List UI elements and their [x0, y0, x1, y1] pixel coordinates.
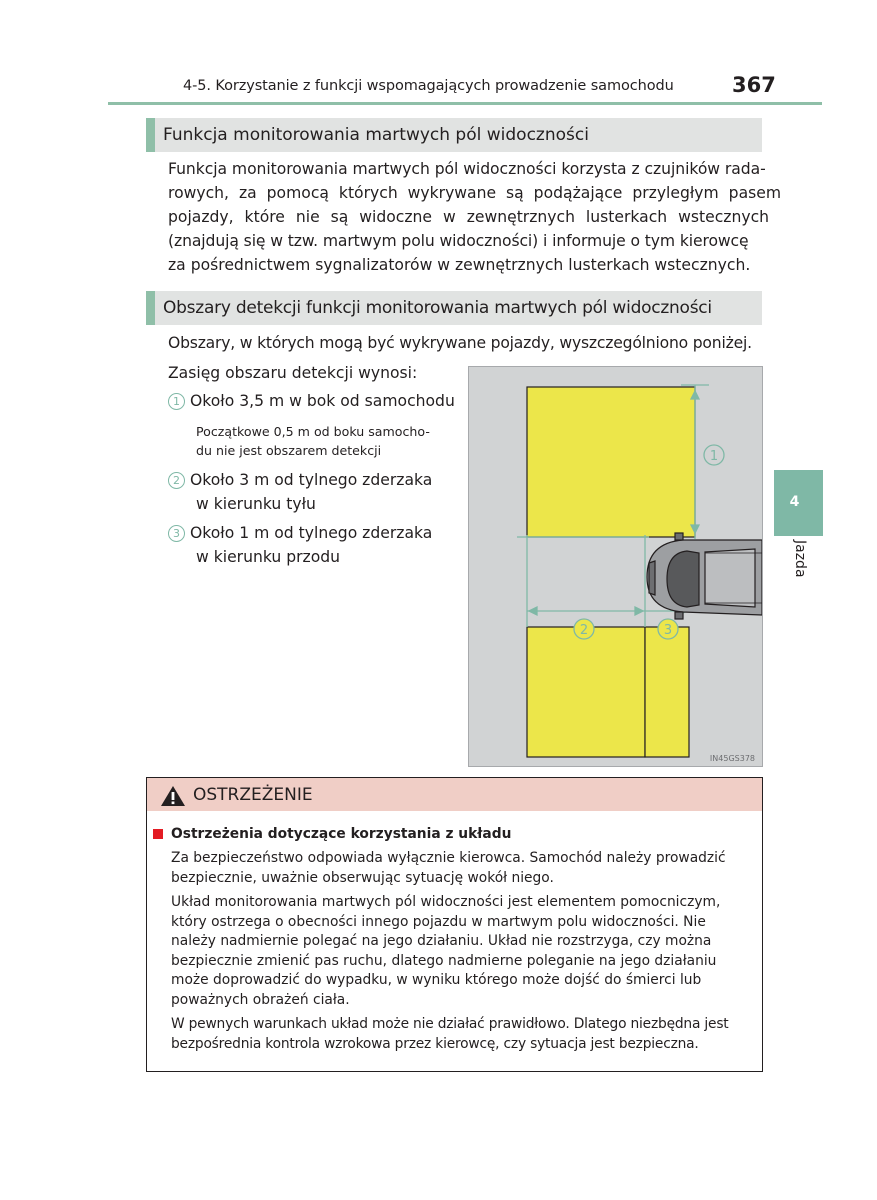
item-note: [196, 422, 430, 460]
heading-accent-bar: [146, 118, 155, 152]
paragraph-line: (znajdują się w tzw. martwym polu widoczności) i informuje o tym kierowcę: [168, 232, 749, 250]
section-paragraph: [168, 157, 782, 277]
warning-paragraph: [171, 893, 746, 1011]
callout-label: 1: [709, 449, 719, 464]
warning-line: który ostrzega o obecności innego pojazdu w martwym polu widoczności. Nie: [171, 913, 706, 930]
list-item: [168, 468, 432, 516]
note-line: du nie jest obszarem detekcji: [196, 443, 382, 458]
warning-title: OSTRZEŻENIE: [193, 785, 313, 805]
list-item-text: Około 3 m od tylnego zderzaka: [190, 471, 433, 489]
warning-line: poważnych obrażeń ciała.: [171, 991, 350, 1008]
chapter-number: 4: [789, 494, 800, 510]
list-item-text: w kierunku przodu: [196, 548, 341, 566]
running-header: 4-5. Korzystanie z funkcji wspomagających prowadzenie samochodu: [183, 78, 674, 94]
rear-detection-zone: [527, 627, 645, 757]
list-item-text: Około 1 m od tylnego zderzaka: [190, 524, 433, 542]
note-line: Początkowe 0,5 m od boku samocho-: [196, 424, 430, 439]
figure-code: IN45GS378: [709, 754, 755, 763]
warning-line: Układ monitorowania martwych pól widoczności jest elementem pomocniczym,: [171, 894, 721, 910]
section-heading-bsm: [146, 118, 762, 152]
section-title: Funkcja monitorowania martwych pól widoczności: [163, 125, 589, 145]
warning-line: bezpiecznie zmienić pas ruchu, dlatego nadmierne poleganie na jego działaniu: [171, 952, 717, 969]
callout-label: 2: [579, 623, 589, 638]
paragraph-line: rowych, za pomocą których wykrywane są podążające przyległym pasem: [168, 184, 782, 202]
list-item: [168, 521, 432, 569]
warning-triangle-icon: [160, 785, 186, 807]
callout-number: 3: [168, 525, 185, 542]
arrowhead: [635, 607, 643, 615]
section-heading-detection-areas: [146, 291, 762, 325]
callout-label: 3: [663, 623, 673, 638]
detection-intro: Obszary, w których mogą być wykrywane pojazdy, wyszczególniono poniżej.: [168, 334, 752, 352]
car-top-view: [647, 533, 762, 619]
section-title: Obszary detekcji funkcji monitorowania martwych pól widoczności: [163, 298, 712, 318]
paragraph-line: Funkcja monitorowania martwych pól widoczności korzysta z czujników rada-: [168, 160, 766, 178]
warning-paragraph: [171, 849, 746, 888]
detection-area-diagram: [468, 366, 763, 767]
warning-line: może doprowadzić do wypadku, w wyniku którego może dojść do śmierci lub: [171, 972, 702, 989]
callout-number: 1: [168, 393, 185, 410]
paragraph-line: za pośrednictwem sygnalizatorów w zewnętrznych lusterkach wstecznych.: [168, 256, 751, 274]
callout-number: 2: [168, 472, 185, 489]
warning-line: bezpośrednia kontrola wzrokowa przez kierowcę, czy sytuacja jest bezpieczna.: [171, 1035, 699, 1052]
paragraph-line: pojazdy, które nie są widoczne w zewnętrznych lusterkach wstecznych: [168, 208, 770, 226]
bullet-square-icon: [153, 829, 163, 839]
warning-line: bezpiecznie, uważnie obserwując sytuację wokół niego.: [171, 869, 554, 886]
front-overlap-detection-zone: [645, 627, 689, 757]
chapter-label: Jazda: [792, 540, 808, 578]
warning-line: Za bezpieczeństwo odpowiada wyłącznie kierowca. Samochód należy prowadzić: [171, 850, 726, 866]
header-divider: [108, 102, 822, 105]
warning-subtitle: Ostrzeżenia dotyczące korzystania z układu: [171, 826, 512, 842]
page-number: 367: [732, 73, 776, 97]
list-item-text: Około 3,5 m w bok od samochodu: [190, 392, 455, 410]
range-label: Zasięg obszaru detekcji wynosi:: [168, 364, 418, 382]
side-detection-zone: [527, 387, 695, 537]
warning-paragraph: [171, 1015, 746, 1054]
warning-line: W pewnych warunkach układ może nie działać prawidłowo. Dlatego niezbędna jest: [171, 1016, 729, 1032]
warning-line: należy nadmiernie polegać na jego działaniu. Układ nie rozstrzyga, czy można: [171, 933, 712, 950]
diagram-svg: [469, 367, 762, 766]
heading-accent-bar: [146, 291, 155, 325]
list-item: [168, 389, 455, 413]
list-item-text: w kierunku tyłu: [196, 495, 316, 513]
arrowhead: [529, 607, 537, 615]
